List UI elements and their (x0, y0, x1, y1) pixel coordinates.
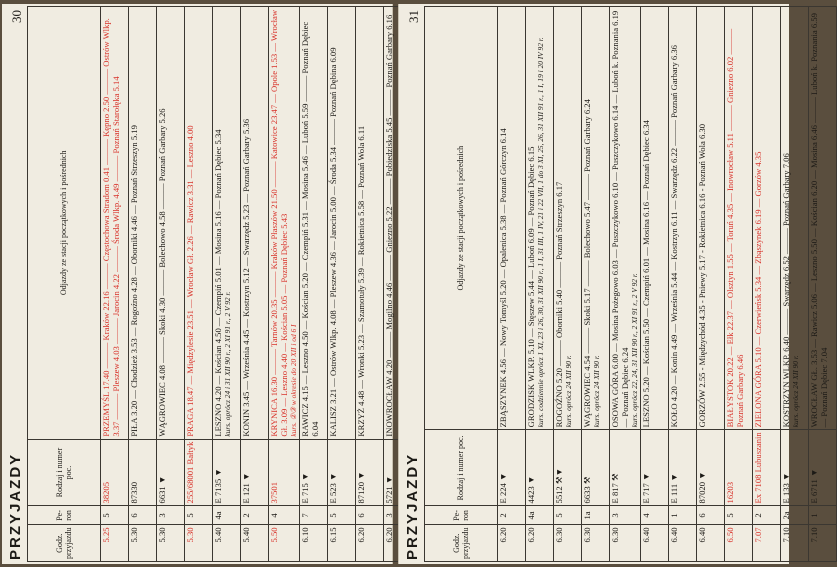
route-cell (356, 7, 384, 440)
platform-number: 2a (781, 506, 809, 525)
train-number: 255/68001 Bałtyk (185, 439, 213, 506)
train-number: Ex 7108 Lubuszanin (753, 430, 781, 506)
route-stations: ZBĄSZYNEK 4.56 — Nowy Tomyśl 5.20 — Opalenica 5.38 — Poznań Górczyn 6.14 (498, 128, 508, 428)
route-cell (697, 7, 725, 430)
train-number: 6631 ▼ (157, 439, 185, 506)
route-stations: WĄGROWIEC 4.08 ——— Skoki 4.30 ——— Bolechowo 4.58 ——— Poznań Garbary 5.26 (157, 108, 167, 437)
platform-number: 5 (328, 506, 356, 525)
platform-number: 1 (809, 506, 837, 525)
platform-number: 3 (610, 506, 641, 525)
arrival-time: 5.40 (241, 525, 269, 562)
column-header-route: Odjazdy ze stacji początkowych i pośrednich (28, 7, 101, 440)
route-stations: KRZYŻ 4.48 — Wronki 5.23 — Szamotuły 5.39 — Rokietnica 5.58 — Poznań Wola 6.11 (356, 125, 367, 437)
platform-number: 6 (356, 506, 384, 525)
route-stations: OSOWA GÓRA 6.00 — Mosina Pożegowo 6.03 — Puszczykowo 6.10 — Puszczykowo 6.14 — Luboń k. Poznania 6.19 — Poznań Dębiec 6.24 (610, 10, 630, 428)
route-stations: KOSTRZYN WLKP. 6.40 ——— Swarzędz 6.52 ——— Poznań Garbary 7.06 (781, 153, 792, 428)
table-header-row (28, 7, 101, 562)
table-header-row (425, 7, 498, 562)
train-number: E 717 ▼ (641, 430, 669, 506)
arrival-time: 5.30 (185, 525, 213, 562)
train-number: 6633 ⚒ (582, 430, 610, 506)
table-row (753, 7, 781, 562)
route-cell (641, 7, 669, 430)
column-header-train: Rodzaj i numer poc. (28, 439, 101, 506)
table-body-right (498, 7, 837, 562)
train-number: E 133 ▼ (781, 430, 809, 506)
arrival-time: 6.20 (356, 525, 384, 562)
arrival-time: 6.15 (328, 525, 356, 562)
arrival-time: 7.10 (809, 525, 837, 562)
arrival-time: 5.40 (213, 525, 241, 562)
route-stations: ROGOŹNO 5.20 ——— Oborniki 5.40 ——— Poznań Strzeszyn 6.17 (554, 181, 564, 428)
platform-number: 1a (582, 506, 610, 525)
table-row (129, 7, 157, 562)
route-cell (157, 7, 185, 440)
route-stations: ZIELONA GÓRA 5.10 — Czerwieńsk 5.34 — Zbąszynek 6.19 — Gorzów 4.35 (753, 151, 764, 428)
train-number: 38205 (101, 439, 129, 506)
route-stations: LESZNO 5.20 — Kościan 5.50 — Czempiń 6.01 — Mosina 6.16 — Poznań Dębiec 6.34 (641, 120, 652, 428)
arrival-time: 5.30 (129, 525, 157, 562)
table-row (300, 7, 328, 562)
train-number: 5512 ⚒▼ (554, 430, 582, 506)
table-row (157, 7, 185, 562)
table-row (554, 7, 582, 562)
route-cell (554, 7, 582, 430)
column-header-route: Odjazdy ze stacji początkowych i pośrednich (425, 7, 498, 430)
page-number: 30 (9, 10, 24, 23)
platform-number: 7 (300, 506, 328, 525)
platform-number: 6 (697, 506, 725, 525)
table-row (610, 7, 641, 562)
table-row (356, 7, 384, 562)
platform-number: 4 (269, 506, 300, 525)
route-stations: RAWICZ 4.15 — Leszno 4.50 — Kościan 5.20 — Czempiń 5.31 — Mosina 5.46 — Luboń 5.59 ——— Poznań Dębiec 6.04 (300, 21, 321, 437)
arrivals-table-right (424, 6, 837, 562)
platform-number: 3 (384, 506, 412, 525)
arrival-time: 6.10 (300, 525, 328, 562)
arrival-time: 6.50 (725, 525, 753, 562)
left-page-header (5, 6, 27, 562)
right-page-content (402, 6, 830, 562)
arrival-time: 5.25 (101, 525, 129, 562)
column-header-platform: Pe-ron (425, 506, 498, 525)
arrival-time: 6.30 (582, 525, 610, 562)
column-header-time: Godz. przyjazdu (28, 525, 101, 562)
route-stations: LESZNO 4.20 — Kościan 4.50 — Czempiń 5.01 — Mosina 5.16 — Poznań Dębiec 5.34 (213, 129, 223, 437)
train-number: E 7135 ▼ (213, 439, 241, 506)
route-note: kurs. oprócz 24 XII 90 r. (791, 355, 801, 428)
table-row (241, 7, 269, 562)
platform-number: 2 (241, 506, 269, 525)
platform-number: 4a (213, 506, 241, 525)
route-cell (725, 7, 753, 430)
route-cell (101, 7, 129, 440)
table-row (213, 7, 241, 562)
train-number: 37501 (269, 439, 300, 506)
train-number: 87020 ▼ (697, 430, 725, 506)
arrival-time: 6.40 (669, 525, 697, 562)
route-cell (269, 7, 300, 440)
route-cell (129, 7, 157, 440)
arrival-time: 7.07 (753, 525, 781, 562)
train-number: 4423 ▼ (526, 430, 554, 506)
train-number: 5721 ▼ (384, 439, 412, 506)
arrivals-table-left (27, 6, 412, 562)
route-stations: GRODZISK WLKP. 5.10 — Stęszew 5.44 — Luboń 6.09 — Poznań Dębiec 6.15 (526, 146, 536, 428)
platform-number: 6 (129, 506, 157, 525)
page-number: 31 (406, 10, 421, 23)
route-stations: PRZEMYŚL 17.40 ——— Kraków 22.16 ——— Częstochowa Stradom 0.41 ——— Kępno 2.50 ——— Ostrów Wlkp. 3.37 ——— Pleszew 4.03 ——— Jarocin 4.22 ——— Środa Wlkp. 4.49 ——— Poznań Starołęka 5.14 (101, 18, 121, 437)
table-row (669, 7, 697, 562)
route-cell (526, 7, 554, 430)
route-note: kurs. oprócz 24 XII 90 r. (591, 355, 601, 428)
platform-number: 5 (554, 506, 582, 525)
train-number: E 523 ▼ (328, 439, 356, 506)
route-stations: KOŁO 4.20 — Konin 4.49 — Września 5.44 — Kostrzyn 6.11 — Swarzędz 6.22 ——— Poznań Garbary 6.36 (669, 45, 680, 428)
route-stations: PRAGA 18.47 — Międzylesie 23.51 — Wrocław Gł. 2.26 — Rawicz 3.31 — Leszno 4.00 (185, 125, 195, 437)
arrival-time: 6.30 (554, 525, 582, 562)
table-row (185, 7, 213, 562)
route-stations: KRYNICA 16.30 ——— Tarnów 20.35 ——— Kraków Płaszów 21.50 ——— Katowice 23.47 — Opole 1.53 — Wrocław Gł. 3.09 — Leszno 4.40 — Kościan 5.05 — Poznań Dębiec 5.43 (269, 9, 289, 437)
train-number: 87330 (129, 439, 157, 506)
route-stations: KALISZ 3.21 — Ostrów Wlkp. 4.08 — Pleszew 4.36 — Jarocin 5.00 — Środa 5.34 ——— Poznań Dębina 6.09 (328, 47, 339, 437)
route-cell (809, 7, 837, 430)
route-cell (328, 7, 356, 440)
table-row (809, 7, 837, 562)
right-page-header (402, 6, 424, 562)
platform-number: 4 (641, 506, 669, 525)
table-row (582, 7, 610, 562)
route-cell (185, 7, 213, 440)
platform-number: 2 (753, 506, 781, 525)
train-number: E 121 ▼ (241, 439, 269, 506)
route-cell (753, 7, 781, 430)
table-row (725, 7, 753, 562)
train-number: 16203 (725, 430, 753, 506)
train-number: E 224 ▼ (498, 430, 526, 506)
platform-number: 1 (669, 506, 697, 525)
column-header-platform: Pe-ron (28, 506, 101, 525)
route-stations: KONIN 3.45 — Września 4.45 — Kostrzyn 5.12 — Swarzędz 5.23 — Poznań Garbary 5.36 (241, 118, 251, 437)
route-cell (213, 7, 241, 440)
route-cell (610, 7, 641, 430)
arrival-time: 7.10 (781, 525, 809, 562)
arrival-time: 6.30 (610, 525, 641, 562)
route-stations: INOWROCŁAW 4.20 ——— Mogilno 4.46 ——— Gniezno 5.22 ——— Pobiedziska 5.45 ——— Poznań Garbary 6.16 (384, 14, 395, 437)
train-number: E 6711 ▼ (809, 430, 837, 506)
platform-number: 5 (185, 506, 213, 525)
page-title: PRZYJAZDY (404, 452, 421, 560)
table-row (498, 7, 526, 562)
route-stations: GORZÓW 2.55 - Międzychód 4.35 - Pniewy 5.17 - Rokietnica 6.16 - Poznań Wola 6.30 (697, 124, 708, 428)
table-row (269, 7, 300, 562)
arrival-time: 5.50 (269, 525, 300, 562)
route-note: kurs. oprócz 24 XII 90 r. (563, 355, 573, 428)
route-cell (300, 7, 328, 440)
route-cell (669, 7, 697, 430)
platform-number: 3 (157, 506, 185, 525)
route-note: kurs. oprócz 22, 24, 31 XII 90 r., 2 XI 91 r., 2 V 92 r. (629, 273, 639, 428)
platform-number: 4a (526, 506, 554, 525)
column-header-train: Rodzaj i numer poc. (425, 430, 498, 506)
table-row (641, 7, 669, 562)
table-row (526, 7, 554, 562)
arrival-time: 6.20 (498, 525, 526, 562)
table-row (781, 7, 809, 562)
left-page (2, 4, 393, 564)
route-note: kurs. ②③ w okresie do 20 XII i od 6 I (288, 324, 298, 437)
arrival-time: 6.20 (384, 525, 412, 562)
route-cell (582, 7, 610, 430)
train-number: 87120 ▼ (356, 439, 384, 506)
table-row (328, 7, 356, 562)
arrival-time: 6.40 (641, 525, 669, 562)
route-stations: WROCŁAW GŁ. 3.53 — Rawicz 5.06 — Leszno 5.50 — Kościan 6.20 — Mosina 6.46 ——— Luboń k. Poznania 6.59 — Poznań Dębiec 7.04 (809, 13, 830, 428)
arrival-time: 5.30 (157, 525, 185, 562)
route-note: kurs. oprócz 24 i 31 XII 90 r., 2 XI 91 r., 2 V 92 r. (222, 291, 232, 437)
table-row (101, 7, 129, 562)
route-note: kurs. codziennie oprócz 1 XI, 23 i 26, 30, 31 XII 90 r., 1 I, 31 III, 1 IV, 21 i 22 VII, 1 do 3 XI, 25, 26, 31 XII 91 r., 1 I, 19 i 20 IV 92 r. (535, 37, 545, 428)
train-number: E 715 ▼ (300, 439, 328, 506)
platform-number: 2 (498, 506, 526, 525)
platform-number: 5 (725, 506, 753, 525)
route-cell (498, 7, 526, 430)
table-row (697, 7, 725, 562)
train-number: E 817 ⚒ (610, 430, 641, 506)
right-page (398, 4, 830, 564)
route-stations: PIŁA 3.20 — Chodzież 3.53 — Rogoźno 4.28 — Oborniki 4.46 — Poznań Strzeszyn 5.19 (129, 125, 139, 437)
train-number: E 111 ▼ (669, 430, 697, 506)
table-body-left (101, 7, 412, 562)
route-cell (781, 7, 809, 430)
route-stations: BIAŁYSTOK 20.22 — Ełk 22.37 — Olsztyn 1.55 — Toruń 4.35 — Inowrocław 5.11 ——— Gniezno 6.02 ——— Poznań Garbary 6.46 (725, 28, 746, 428)
left-page-content (5, 6, 395, 562)
column-header-time: Godz. przyjazdu (425, 525, 498, 562)
page-title: PRZYJAZDY (7, 452, 24, 560)
route-stations: WĄGROWIEC 4.54 ——— Skoki 5.17 ——— Bolechowo 5.47 ——— Poznań Garbary 6.24 (582, 99, 592, 428)
platform-number: 5 (101, 506, 129, 525)
arrival-time: 6.20 (526, 525, 554, 562)
arrival-time: 6.40 (697, 525, 725, 562)
route-cell (241, 7, 269, 440)
